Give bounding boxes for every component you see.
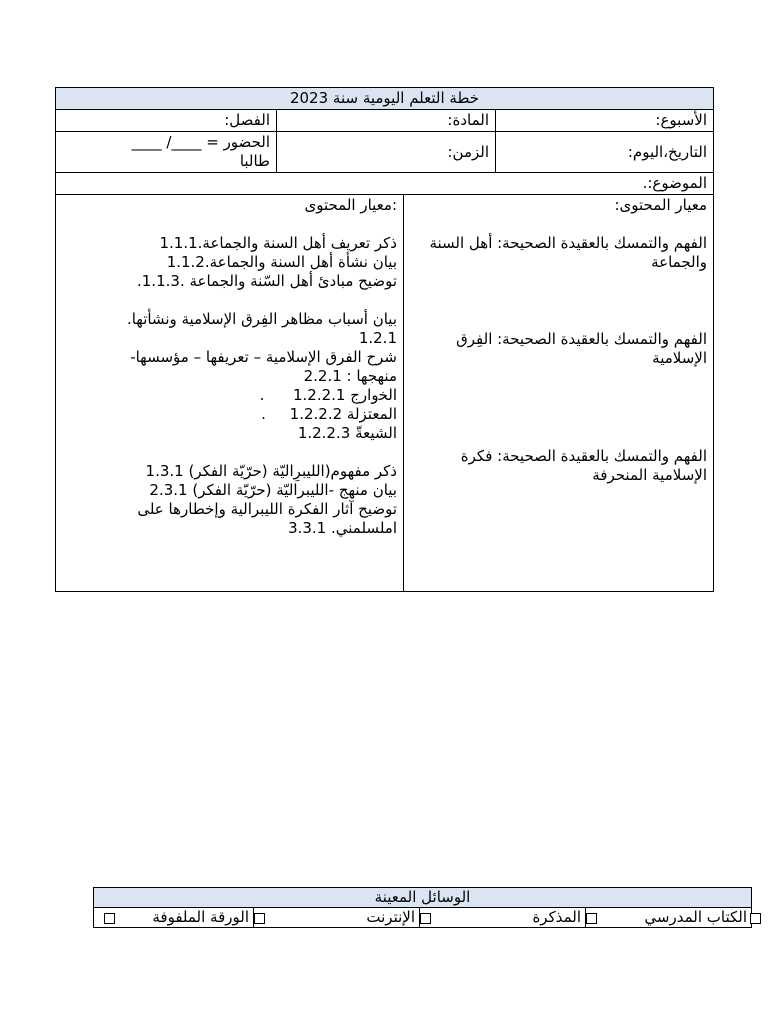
content-standards-cell [56, 195, 714, 592]
time-field: الزمن: [277, 132, 496, 173]
content-standards-table [56, 195, 713, 591]
objectives-column [56, 195, 404, 591]
topic-field: الموضوع:. [56, 173, 714, 195]
week-field: الأسبوع: [496, 110, 714, 132]
attendance-field [56, 132, 277, 173]
aid-label: الورقة الملفوفة [152, 908, 249, 926]
aid-label: المذكرة [532, 908, 581, 926]
objective-item: منهجها : 2.2.1 [303, 367, 397, 385]
objective-item: املسلمني. 3.3.1 [288, 519, 397, 537]
attendance-unit: طالبا [239, 152, 270, 170]
aid-rolled-paper [94, 908, 254, 928]
class-field: الفصل: [56, 110, 277, 132]
subject-field: المادة: [277, 110, 496, 132]
standards-header: معيار المحتوى: [614, 196, 707, 214]
checkbox-icon[interactable] [104, 913, 115, 924]
checkbox-icon[interactable] [750, 913, 761, 924]
checkbox-icon[interactable] [586, 913, 597, 924]
standard-2: الفهم والتمسك بالعقيدة الصحيحة: الفِرق الإسلامية [456, 330, 707, 367]
objective-item: ذكر مفهوم(الليبرِاليّة (حرّيّة الفكر) 1.3.1 [145, 462, 397, 480]
aid-notes [420, 908, 586, 928]
standards-column [404, 195, 714, 591]
aid-internet [254, 908, 420, 928]
objective-item: بيان منهج -الليبراليّة (حرّيّة الفكر) 2.3.1 [149, 481, 397, 499]
objective-item: ذكر تعريف أهل السنة والجماعة.1.1.1 [159, 234, 397, 252]
objective-item: بيان أسباب مظاهر الفِرق الإسلامية ونشأتها. [126, 310, 397, 328]
standard-1: الفهم والتمسك بالعقيدة الصحيحة: أهل السنة والجماعة [429, 234, 707, 271]
attendance-count: الحضور = ____/ ____ [131, 133, 270, 151]
objective-item: بيان نشأة أهل السنة والجماعة.1.1.2 [166, 253, 397, 271]
objective-item: توضيح مبادئ أهل السّنة والجماعة .1.1.3. [136, 272, 397, 290]
daily-plan-table [55, 87, 714, 592]
checkbox-icon[interactable] [254, 913, 265, 924]
checkbox-icon[interactable] [420, 913, 431, 924]
aid-label: الإنترنت [366, 908, 415, 926]
objective-item: توضيح آثار الفكرة الليبرالية وإخطارها على [137, 500, 397, 518]
teaching-aids-title: الوسائل المعينة [94, 888, 752, 908]
objectives-header: :معيار المحتوى [304, 196, 397, 214]
teaching-aids-table [93, 887, 752, 928]
plan-title: خطة التعلم اليومية سنة 2023 [56, 88, 714, 110]
objective-item: 1.2.1 [358, 329, 397, 347]
objective-item: المعتزلة 1.2.2.2 . [261, 405, 397, 423]
day-date-field: التاريخ،اليوم: [496, 132, 714, 173]
standard-3: الفهم والتمسك بالعقيدة الصحيحة: فكرة الإسلامية المنحرفة [460, 447, 707, 484]
objective-item: اﻟﺨوارج 1.2.2.1 . [259, 386, 397, 404]
objective-item: الشيعةّ 1.2.2.3 [297, 424, 397, 442]
aid-label: الكتاب المدرسي [644, 908, 747, 926]
objective-item: شرح الفرق الإسلامية – تعريفها – مؤسسها- [130, 348, 397, 366]
aid-textbook [586, 908, 752, 928]
